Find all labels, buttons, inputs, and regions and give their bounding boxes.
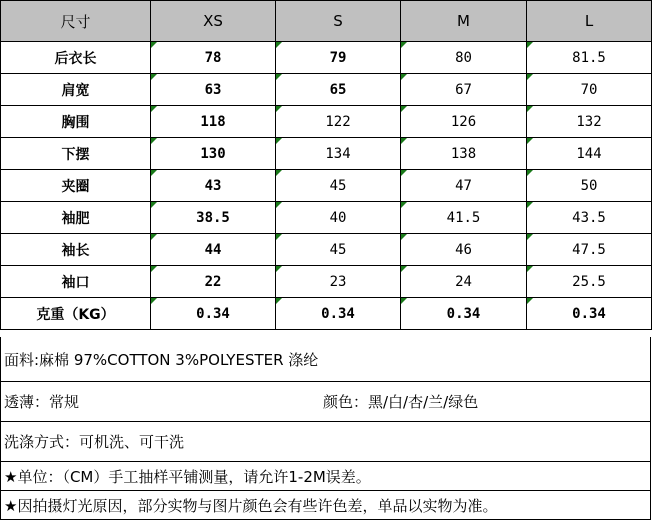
table-cell: 45 <box>276 170 401 202</box>
sheerness-text: 透薄：常规 <box>4 393 80 411</box>
table-cell: 70 <box>527 74 652 106</box>
table-cell: 126 <box>401 106 527 138</box>
table-cell: 134 <box>276 138 401 170</box>
sheer-color-row <box>0 382 651 422</box>
table-cell: 46 <box>401 234 527 266</box>
unit-note-text: ★单位：（CM）手工抽样平铺测量，请允许1-2M误差。 <box>4 467 371 486</box>
header-l: L <box>527 1 652 42</box>
table-cell: 67 <box>401 74 527 106</box>
colors-text: 颜色：黑/白/杏/兰/绿色 <box>323 393 479 411</box>
table-cell: 40 <box>276 202 401 234</box>
table-cell: 50 <box>527 170 652 202</box>
table-cell: 78 <box>151 42 276 74</box>
table-cell: 0.34 <box>151 298 276 330</box>
table-cell: 22 <box>151 266 276 298</box>
table-cell: 81.5 <box>527 42 652 74</box>
table-cell: 41.5 <box>401 202 527 234</box>
fabric-row <box>0 337 651 382</box>
table-cell: 24 <box>401 266 527 298</box>
row-label: 胸围 <box>1 106 151 138</box>
header-m: M <box>401 1 527 42</box>
table-cell: 47.5 <box>527 234 652 266</box>
header-size: 尺寸 <box>1 1 151 42</box>
table-cell: 122 <box>276 106 401 138</box>
table-cell: 38.5 <box>151 202 276 234</box>
fabric-text: 面料:麻棉 97%COTTON 3%POLYESTER 涤纶 <box>4 350 319 369</box>
photo-note-text: ★因拍摄灯光原因，部分实物与图片颜色会有些许色差，单品以实物为准。 <box>4 496 498 515</box>
washing-row <box>0 422 651 462</box>
table-cell: 80 <box>401 42 527 74</box>
photo-note-row <box>0 491 651 520</box>
row-label: 袖口 <box>1 266 151 298</box>
table-cell: 44 <box>151 234 276 266</box>
table-cell: 23 <box>276 266 401 298</box>
table-cell: 79 <box>276 42 401 74</box>
table-row <box>1 234 652 266</box>
row-label: 肩宽 <box>1 74 151 106</box>
table-row <box>1 106 652 138</box>
table-cell: 132 <box>527 106 652 138</box>
row-label: 后衣长 <box>1 42 151 74</box>
table-cell: 25.5 <box>527 266 652 298</box>
table-row <box>1 298 652 330</box>
table-cell: 65 <box>276 74 401 106</box>
table-cell: 0.34 <box>276 298 401 330</box>
table-row <box>1 202 652 234</box>
table-cell: 0.34 <box>527 298 652 330</box>
table-cell: 45 <box>276 234 401 266</box>
table-row <box>1 138 652 170</box>
table-cell: 47 <box>401 170 527 202</box>
table-cell: 118 <box>151 106 276 138</box>
table-row <box>1 266 652 298</box>
table-cell: 130 <box>151 138 276 170</box>
row-label: 克重（KG） <box>1 298 151 330</box>
table-row <box>1 42 652 74</box>
header-row <box>1 1 652 42</box>
table-cell: 43 <box>151 170 276 202</box>
table-cell: 43.5 <box>527 202 652 234</box>
row-label: 下摆 <box>1 138 151 170</box>
row-label: 夹圈 <box>1 170 151 202</box>
table-cell: 63 <box>151 74 276 106</box>
row-label: 袖长 <box>1 234 151 266</box>
unit-note-row <box>0 462 651 491</box>
table-row <box>1 170 652 202</box>
header-s: S <box>276 1 401 42</box>
table-row <box>1 74 652 106</box>
washing-text: 洗涤方式：可机洗、可干洗 <box>4 433 185 451</box>
table-cell: 138 <box>401 138 527 170</box>
table-cell: 0.34 <box>401 298 527 330</box>
row-label: 袖肥 <box>1 202 151 234</box>
header-xs: XS <box>151 1 276 42</box>
table-cell: 144 <box>527 138 652 170</box>
